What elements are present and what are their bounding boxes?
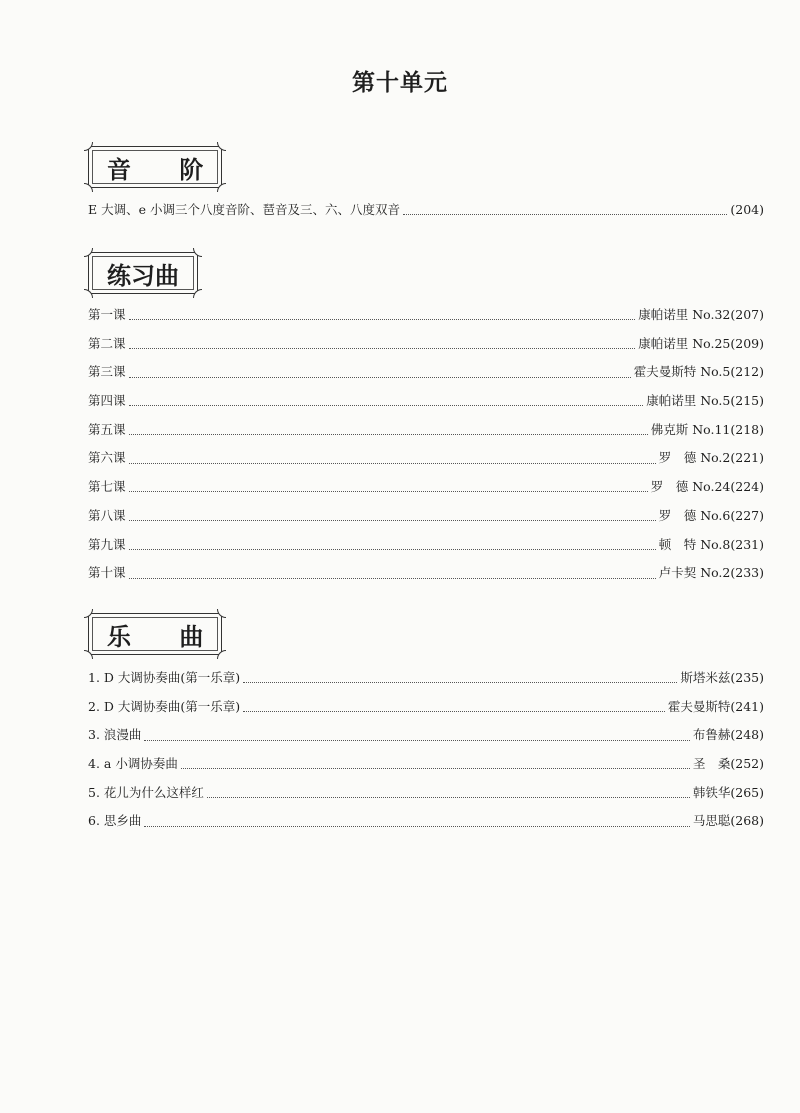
entry-label: 第七课: [88, 479, 126, 495]
entry-composer: 康帕诺里 No.25: [638, 335, 731, 351]
entry-composer: 圣 桑: [692, 756, 731, 772]
entry-page: (235): [730, 670, 764, 685]
toc-entry[interactable]: [88, 416, 764, 445]
entry-composer: 马思聪: [692, 813, 731, 829]
entry-composer: 顿 特 No.8: [658, 536, 731, 552]
entry-page: (215): [730, 393, 764, 409]
entry-page: (268): [730, 813, 764, 829]
entry-label: 第十课: [88, 565, 126, 581]
dot-leader: [207, 796, 690, 798]
entry-composer: 罗 德 No.24: [650, 479, 731, 495]
entry-page: (265): [730, 784, 764, 800]
entry-composer: 罗 德 No.6: [658, 507, 731, 523]
entry-page: (224): [730, 479, 764, 495]
toc-entry[interactable]: [88, 473, 764, 502]
entry-label: 2. D 大调协奏曲(第一乐章): [88, 698, 241, 714]
unit-title: 第十单元: [352, 70, 448, 96]
section-title-text: 练习曲: [107, 261, 179, 290]
entry-label: 1. D 大调协奏曲(第一乐章): [88, 670, 241, 685]
toc-entry[interactable]: [88, 330, 764, 359]
entry-label: 第一课: [88, 307, 126, 322]
toc-entry[interactable]: [88, 779, 764, 808]
toc-entry[interactable]: [88, 693, 764, 722]
section-title-scales: [88, 146, 222, 188]
entry-composer: 康帕诺里 No.32: [638, 307, 731, 322]
entry-page: (221): [730, 450, 764, 466]
dot-leader: [129, 404, 644, 406]
entry-composer: 佛克斯 No.11: [650, 421, 731, 437]
section-title-etudes: [88, 252, 198, 294]
entry-composer: 霍夫曼斯特 No.5: [633, 364, 731, 380]
entry-composer: 康帕诺里 No.5: [646, 393, 731, 409]
entry-page: (227): [730, 507, 764, 523]
entry-label: 4. a 小调协奏曲: [88, 756, 178, 772]
entry-label: 第八课: [88, 507, 126, 523]
entry-composer: 罗 德 No.2: [658, 450, 731, 466]
section-title-text: 音 阶: [107, 155, 224, 184]
entry-label: 5. 花儿为什么这样红: [88, 784, 204, 800]
dot-leader: [144, 739, 689, 741]
toc-entry[interactable]: [88, 444, 764, 473]
toc-entry[interactable]: [88, 664, 764, 693]
section-title-pieces: [88, 613, 222, 655]
entry-label: 第三课: [88, 364, 126, 380]
toc-entry[interactable]: [88, 301, 764, 330]
dot-leader: [129, 577, 656, 579]
scales-list: [88, 196, 764, 225]
entry-label: 第五课: [88, 421, 126, 437]
entry-page: (209): [730, 335, 764, 351]
dot-leader: [129, 490, 648, 492]
etudes-list: [88, 301, 764, 588]
toc-entry[interactable]: [88, 358, 764, 387]
entry-page: (207): [730, 307, 764, 322]
entry-page: (248): [730, 727, 764, 743]
dot-leader: [129, 462, 656, 464]
entry-label: 6. 思乡曲: [88, 813, 142, 829]
dot-leader: [129, 519, 656, 521]
toc-entry[interactable]: [88, 387, 764, 416]
toc-entry[interactable]: [88, 721, 764, 750]
entry-label: 第二课: [88, 335, 126, 351]
dot-leader: [129, 433, 648, 435]
entry-page: (204): [730, 202, 764, 217]
toc-entry[interactable]: [88, 807, 764, 836]
dot-leader: [181, 767, 690, 769]
entry-composer: 斯塔米兹: [680, 670, 731, 685]
section-title-text: 乐 曲: [107, 622, 224, 651]
toc-entry[interactable]: [88, 196, 764, 225]
dot-leader: [403, 213, 727, 215]
entry-label: 3. 浪漫曲: [88, 727, 142, 743]
entry-label: E 大调、e 小调三个八度音阶、琶音及三、六、八度双音: [88, 202, 400, 217]
dot-leader: [129, 318, 636, 320]
dot-leader: [129, 548, 656, 550]
entry-composer: 韩铁华: [692, 784, 731, 800]
entry-page: (241): [730, 698, 764, 714]
dot-leader: [243, 710, 665, 712]
entry-label: 第九课: [88, 536, 126, 552]
toc-entry[interactable]: [88, 559, 764, 588]
entry-page: (218): [730, 421, 764, 437]
dot-leader: [243, 681, 677, 683]
entry-page: (212): [730, 364, 764, 380]
dot-leader: [129, 347, 636, 349]
toc-entry[interactable]: [88, 750, 764, 779]
entry-page: (231): [730, 536, 764, 552]
entry-composer: 霍夫曼斯特: [667, 698, 731, 714]
toc-entry[interactable]: [88, 502, 764, 531]
entry-composer: 布鲁赫: [692, 727, 731, 743]
dot-leader: [129, 376, 631, 378]
toc-entry[interactable]: [88, 531, 764, 560]
pieces-list: [88, 664, 764, 836]
dot-leader: [144, 825, 689, 827]
entry-page: (252): [730, 756, 764, 772]
entry-label: 第六课: [88, 450, 126, 466]
entry-composer: 卢卡契 No.2: [658, 565, 731, 581]
entry-label: 第四课: [88, 393, 126, 409]
entry-page: (233): [730, 565, 764, 581]
